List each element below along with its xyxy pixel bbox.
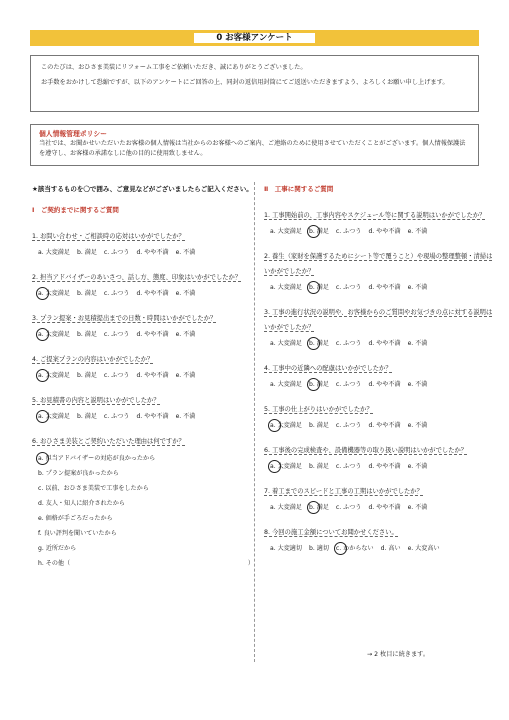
option-b[interactable]: b. 満足	[308, 422, 329, 429]
option-b[interactable]: b. 満足	[76, 331, 97, 338]
question-text: 5. 工事の仕上がりはいかがでしたか？	[264, 406, 373, 413]
answer-options	[32, 247, 262, 258]
option-e[interactable]: e. 不満	[175, 372, 196, 379]
option-d[interactable]: d. やや不満	[136, 413, 169, 420]
question-1-2	[32, 268, 262, 299]
right-column	[264, 184, 494, 564]
option-e[interactable]: e. 不満	[407, 422, 428, 429]
option-c[interactable]: c. ふつう	[335, 228, 362, 235]
reason-item-g[interactable]: g. 近所だから	[38, 545, 77, 552]
question-text: 8. 今回の施工金額についてお聞かせください。	[264, 529, 398, 536]
answer-options	[32, 288, 262, 299]
answer-options	[264, 420, 494, 431]
answer-options	[32, 411, 262, 422]
option-c[interactable]: c. ふつう	[335, 381, 362, 388]
question-2-5	[264, 400, 494, 431]
option-a-circled[interactable]: a. 大変満足	[270, 463, 302, 470]
reason-item-d[interactable]: d. 友人・知人に紹介されたから	[38, 500, 125, 507]
option-a[interactable]: a. 大変適切	[270, 545, 302, 552]
question-text: 3. 工事の進行状況の説明や、お客様からのご質問やお気づきの点に対する説明はいかがでしたか？	[264, 309, 493, 331]
option-a[interactable]: a. 大変満足	[270, 284, 302, 291]
option-c[interactable]: c. ふつう	[103, 290, 130, 297]
option-d[interactable]: d. 高い	[380, 545, 401, 552]
option-a[interactable]: a. 大変満足	[38, 249, 70, 256]
option-b[interactable]: b. 適切	[308, 545, 329, 552]
option-a[interactable]: a. 大変満足	[270, 381, 302, 388]
option-d[interactable]: d. やや不満	[368, 463, 401, 470]
reason-list	[32, 451, 262, 571]
question-text: 4. 工事中の近隣への配慮はいかがでしたか？	[264, 365, 392, 372]
reason-item-e[interactable]: e. 価格が手ごろだったから	[38, 515, 113, 522]
answer-options	[264, 379, 494, 390]
reason-item-c[interactable]: c. 以前、おひさま美装で工事をしたから	[38, 485, 149, 492]
answer-options	[264, 226, 494, 237]
option-d[interactable]: d. やや不満	[368, 228, 401, 235]
section-2-title: Ⅱ 工事に関するご質問	[264, 185, 334, 193]
option-e[interactable]: e. 不満	[175, 290, 196, 297]
option-b[interactable]: b. 満足	[308, 463, 329, 470]
question-1-4	[32, 350, 262, 381]
option-d[interactable]: d. やや不満	[368, 422, 401, 429]
answer-options	[264, 461, 494, 472]
question-1-5	[32, 391, 262, 422]
intro-box	[30, 55, 479, 112]
question-2-3	[264, 303, 494, 349]
option-c[interactable]: c. ふつう	[103, 372, 130, 379]
option-c[interactable]: c. ふつう	[335, 284, 362, 291]
question-1-3	[32, 309, 262, 340]
option-a-circled[interactable]: a. 大変満足	[270, 422, 302, 429]
continue-note: → 2 枚目に続きます。	[367, 651, 430, 658]
left-column	[32, 184, 262, 581]
option-d[interactable]: d. やや不満	[368, 340, 401, 347]
option-b-circled[interactable]: b. 満足	[308, 340, 329, 347]
question-text: 6. 工事後の完成検査や、設備機器等の取り扱い説明はいかがでしたか？	[264, 447, 468, 454]
option-d[interactable]: d. やや不満	[136, 372, 169, 379]
page-title: 0 お客様アンケート	[0, 30, 509, 46]
option-a[interactable]: a. 大変満足	[270, 228, 302, 235]
instruction-lead: ★該当するものを〇で囲み、ご意見などがございましたらご記入ください。	[32, 185, 253, 193]
option-c[interactable]: c. ふつう	[335, 504, 362, 511]
option-b-circled[interactable]: b. 満足	[308, 504, 329, 511]
option-a-circled[interactable]: a. 大変満足	[38, 290, 70, 297]
option-c[interactable]: c. ふつう	[103, 413, 130, 420]
option-e[interactable]: e. 不満	[407, 463, 428, 470]
question-2-7	[264, 482, 494, 513]
question-2-8	[264, 523, 494, 554]
option-e[interactable]: e. 不満	[407, 381, 428, 388]
reason-item-h[interactable]	[38, 556, 262, 571]
answer-options	[264, 338, 494, 349]
question-1-1	[32, 227, 262, 258]
question-text: 2. 担当アドバイザーのあいさつ、話し方、態度、印象はいかがでしたか？	[32, 274, 242, 281]
question-text: 2. 養生（家財を保護するためにシート等で覆うこと）や現場の整理整頓・清掃はいかがでしたか？	[264, 253, 493, 275]
option-d[interactable]: d. やや不満	[136, 290, 169, 297]
option-d[interactable]: d. やや不満	[136, 249, 169, 256]
option-c-circled[interactable]: c. わからない	[335, 545, 374, 552]
question-text: 6. おひさま美装とご契約いただいた理由は何ですか？	[32, 438, 185, 445]
question-2-2	[264, 247, 494, 293]
option-b[interactable]: b. 満足	[76, 413, 97, 420]
option-e[interactable]: e. 不満	[175, 413, 196, 420]
option-c[interactable]: c. ふつう	[335, 463, 362, 470]
reason-item-h-close: ）	[247, 560, 254, 567]
option-a-circled[interactable]: a. 大変満足	[38, 413, 70, 420]
privacy-policy-box	[30, 124, 479, 166]
answer-options	[32, 329, 262, 340]
option-b-circled[interactable]: b. 満足	[308, 228, 329, 235]
intro-paragraph-2: お手数をおかけして恐縮ですが、以下のアンケートにご回答の上、同封の返信用封筒にてご返送いただきますよう、よろしくお願い申し上げます。	[41, 79, 449, 86]
option-e[interactable]: e. 不満	[175, 331, 196, 338]
question-text: 7. 着工までのスピードと工事の工期はいかがでしたか？	[264, 488, 423, 495]
option-a-circled[interactable]: a. 大変満足	[38, 331, 70, 338]
option-e[interactable]: e. 不満	[407, 340, 428, 347]
intro-paragraph-1: このたびは、おひさま美装にリフォーム工事をご依頼いただき、誠にありがとうございました。	[41, 64, 307, 71]
option-a[interactable]: a. 大変満足	[270, 504, 302, 511]
answer-options	[32, 370, 262, 381]
option-c[interactable]: c. ふつう	[103, 249, 130, 256]
option-b[interactable]: b. 満足	[76, 290, 97, 297]
option-c[interactable]: c. ふつう	[335, 422, 362, 429]
option-c[interactable]: c. ふつう	[335, 340, 362, 347]
option-b[interactable]: b. 満足	[76, 249, 97, 256]
question-text: 1. お問い合わせ・ご相談時の応対はいかがでしたか？	[32, 233, 185, 240]
question-text: 5. お見積書の内容と説明はいかがでしたか？	[32, 397, 160, 404]
option-d[interactable]: d. やや不満	[368, 284, 401, 291]
option-d[interactable]: d. やや不満	[136, 331, 169, 338]
reason-item-h-label: h. その他（	[38, 560, 71, 567]
option-e[interactable]: e. 不満	[407, 284, 428, 291]
option-e[interactable]: e. 不満	[175, 249, 196, 256]
option-e[interactable]: e. 大変高い	[407, 545, 440, 552]
question-2-6	[264, 441, 494, 472]
question-2-1	[264, 206, 494, 237]
option-b-circled[interactable]: b. 満足	[308, 284, 329, 291]
option-d[interactable]: d. やや不満	[368, 381, 401, 388]
section-1-title: Ⅰ ご契約までに関するご質問	[32, 206, 119, 214]
answer-options	[264, 282, 494, 293]
option-e[interactable]: e. 不満	[407, 228, 428, 235]
option-d[interactable]: d. やや不満	[368, 504, 401, 511]
option-a-circled[interactable]: a. 大変満足	[38, 372, 70, 379]
question-text: 1. 工事開始前の、工事内容やスケジュール等に関する説明はいかがでしたか？	[264, 212, 486, 219]
question-2-4	[264, 359, 494, 390]
question-text: 3. プラン提案・お見積提出までの日数・時間はいかがでしたか？	[32, 315, 217, 322]
option-e[interactable]: e. 不満	[407, 504, 428, 511]
reason-item-f[interactable]: f. 良い評判を聞いていたから	[38, 530, 117, 537]
answer-options	[264, 543, 494, 554]
question-1-6	[32, 432, 262, 571]
reason-item-b[interactable]: b. プラン提案が良かったから	[38, 470, 119, 477]
reason-item-a-circled[interactable]: a. 担当アドバイザーの対応が良かったから	[38, 451, 262, 466]
option-a[interactable]: a. 大変満足	[270, 340, 302, 347]
answer-options	[264, 502, 494, 513]
option-b-circled[interactable]: b. 満足	[308, 381, 329, 388]
question-text: 4. ご提案プランの内容はいかがでしたか？	[32, 356, 154, 363]
privacy-policy-body: 当社では、お聞かせいただいたお客様の個人情報は当社からのお客様へのご案内、ご連絡のために使用させていただくことがございます。個人情報保護法を遵守し、お客様の承諾なしに他の目的に使用致しません。	[39, 140, 466, 157]
option-b[interactable]: b. 満足	[76, 372, 97, 379]
option-c[interactable]: c. ふつう	[103, 331, 130, 338]
privacy-policy-title: 個人情報管理ポリシー	[39, 130, 107, 138]
